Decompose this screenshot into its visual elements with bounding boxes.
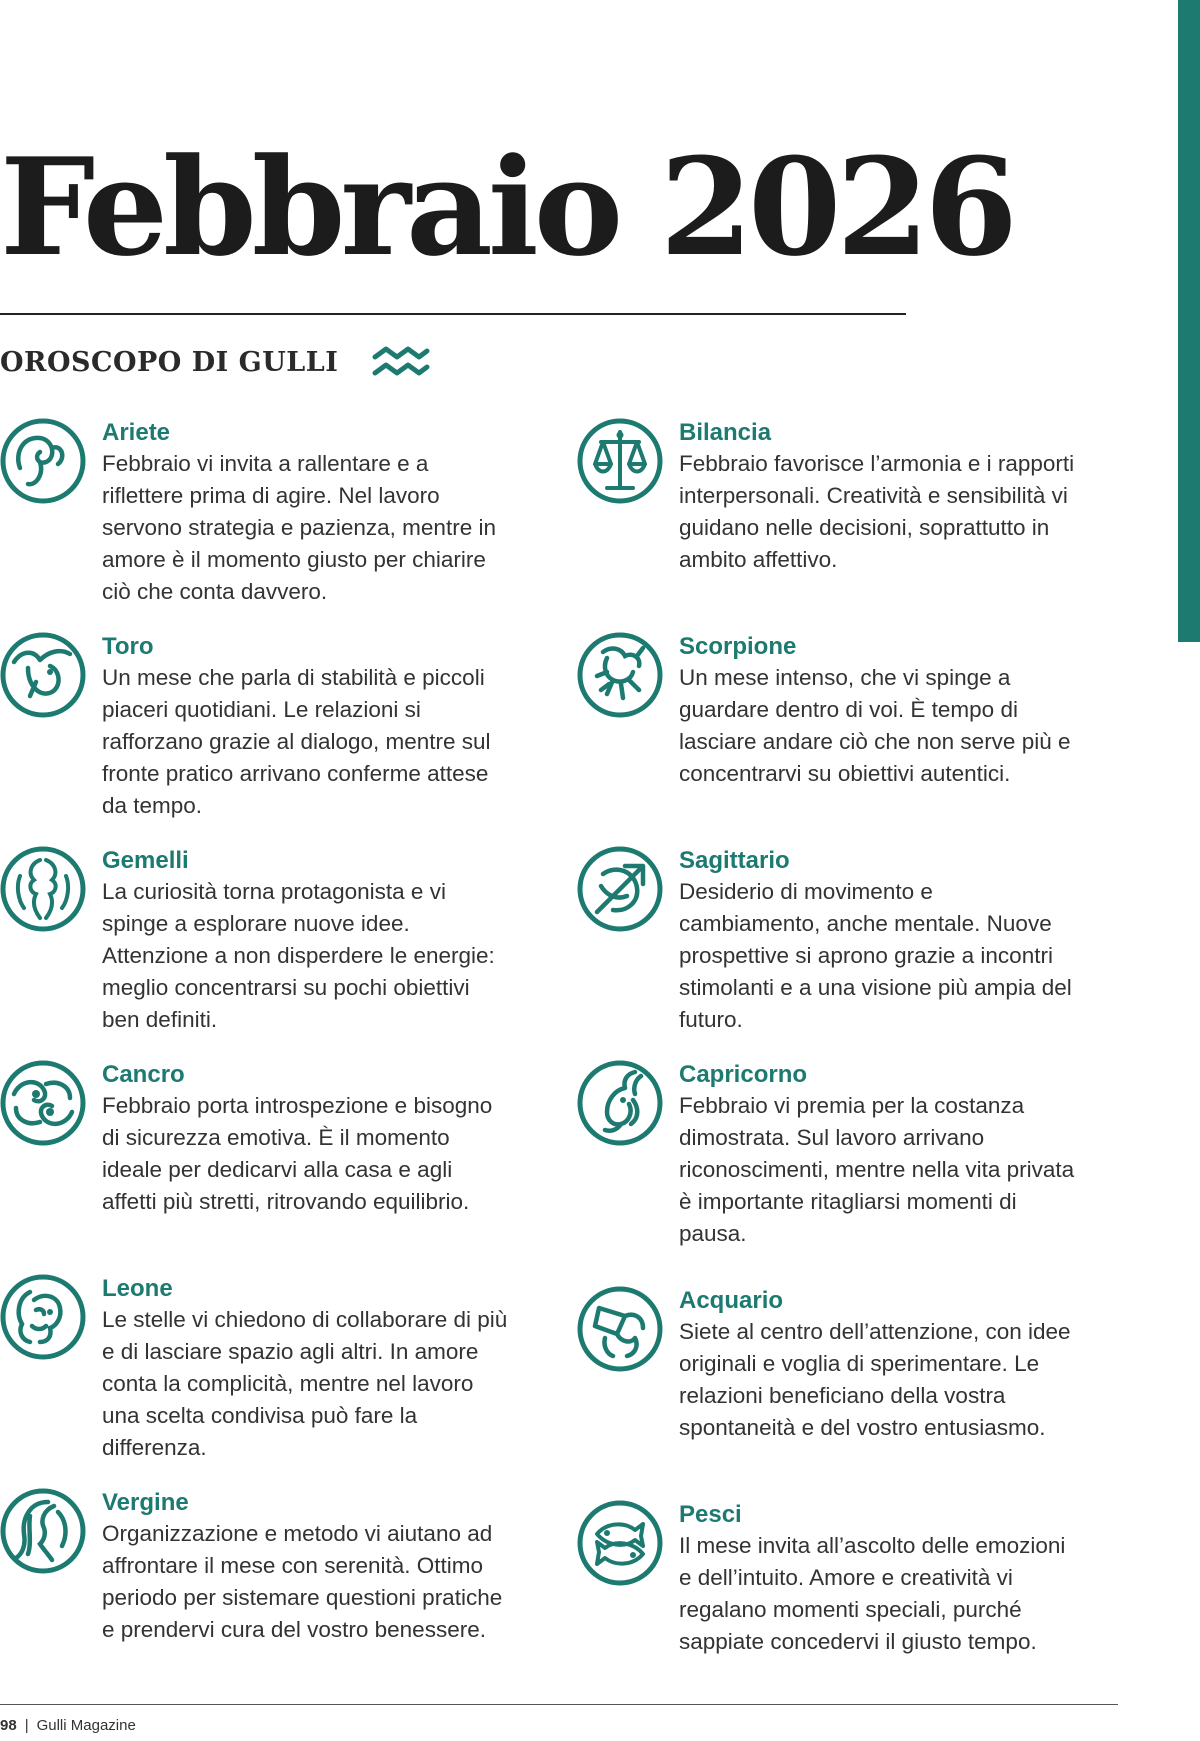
magazine-name: Gulli Magazine (36, 1717, 136, 1734)
sign-name: Ariete (102, 419, 171, 446)
sign-text: Organizzazione e metodo vi aiutano ad affrontare il mese con serenità. Ottimo periodo per sistemare questioni pratiche e prendervi cura del vostro benessere. (102, 1521, 503, 1642)
section-header (0, 342, 430, 382)
sign-vergine (0, 1488, 560, 1702)
sign-text: Un mese che parla di stabilità e piccoli piaceri quotidiani. Le relazioni si rafforzano grazie al dialogo, mentre sul fronte pratico arrivano conferme attese da tempo. (102, 665, 491, 818)
aries-icon (0, 418, 86, 504)
sign-leone (0, 1274, 560, 1488)
section-title: OROSCOPO DI GULLI (0, 346, 339, 378)
sign-ariete (0, 418, 560, 632)
aquarius-icon (577, 1286, 663, 1372)
page-footer (0, 1717, 136, 1734)
gemini-icon (0, 846, 86, 932)
sign-text: Febbraio favorisce l’armonia e i rapporti interpersonali. Creatività e sensibilità vi guidano nelle decisioni, soprattutto in ambito affettivo. (679, 451, 1075, 572)
sign-bilancia (577, 418, 1137, 632)
sign-name: Vergine (102, 1489, 189, 1516)
sign-text: Desiderio di movimento e cambiamento, anche mentale. Nuove prospettive si aprono grazie a incontri stimolanti e a una visione più ampia del futuro. (679, 879, 1072, 1032)
taurus-icon (0, 632, 86, 718)
sign-cancro (0, 1060, 560, 1274)
sagittarius-icon (577, 846, 663, 932)
sign-gemelli (0, 846, 560, 1060)
sign-text: La curiosità torna protagonista e vi spinge a esplorare nuove idee. Attenzione a non disperdere le energie: meglio concentrarsi su pochi obiettivi ben definiti. (102, 879, 495, 1032)
page-number: 98 (0, 1717, 17, 1734)
signs-column-left (0, 418, 560, 1702)
sign-name: Toro (102, 633, 154, 660)
sign-name: Pesci (679, 1501, 742, 1528)
sign-scorpione (577, 632, 1137, 846)
leo-icon (0, 1274, 86, 1360)
side-accent-bar (1178, 0, 1200, 642)
sign-text: Un mese intenso, che vi spinge a guardare dentro di voi. È tempo di lasciare andare ciò che non serve più e concentrarvi su obiettivi autentici. (679, 665, 1071, 786)
scorpio-icon (577, 632, 663, 718)
cancer-icon (0, 1060, 86, 1146)
sign-name: Capricorno (679, 1061, 808, 1088)
sign-sagittario (577, 846, 1137, 1060)
sign-name: Leone (102, 1275, 173, 1302)
footer-divider (0, 1704, 1118, 1705)
sign-acquario (577, 1286, 1137, 1500)
sign-text: Febbraio porta introspezione e bisogno di sicurezza emotiva. È il momento ideale per dedicarvi alla casa e agli affetti più stretti, ritrovando equilibrio. (102, 1093, 493, 1214)
libra-icon (577, 418, 663, 504)
sign-name: Gemelli (102, 847, 189, 874)
virgo-icon (0, 1488, 86, 1574)
signs-column-right (577, 418, 1137, 1714)
aquarius-symbol-icon (372, 344, 430, 380)
pisces-icon (577, 1500, 663, 1586)
sign-name: Bilancia (679, 419, 772, 446)
page-title: Febbraio 2026 (0, 128, 1013, 286)
footer-separator: | (24, 1717, 29, 1734)
sign-text: Le stelle vi chiedono di collaborare di più e di lasciare spazio agli altri. In amore conta la complicità, mentre nel lavoro una scelta condivisa può fare la differenza. (102, 1307, 508, 1460)
sign-text: Siete al centro dell’attenzione, con idee originali e voglia di sperimentare. Le relazioni beneficiano della vostra spontaneità e del vostro entusiasmo. (679, 1319, 1071, 1440)
sign-toro (0, 632, 560, 846)
sign-text: Febbraio vi invita a rallentare e a riflettere prima di agire. Nel lavoro servono strategia e pazienza, mentre in amore è il momento giusto per chiarire ciò che conta davvero. (102, 451, 496, 604)
title-divider (0, 313, 906, 315)
sign-name: Scorpione (679, 633, 797, 660)
capricorn-icon (577, 1060, 663, 1146)
sign-text: Il mese invita all’ascolto delle emozioni e dell’intuito. Amore e creatività vi regalano momenti speciali, purché sappiate concedervi il giusto tempo. (679, 1533, 1066, 1654)
sign-capricorno (577, 1060, 1137, 1286)
sign-name: Acquario (679, 1287, 784, 1314)
sign-name: Cancro (102, 1061, 185, 1088)
sign-text: Febbraio vi premia per la costanza dimostrata. Sul lavoro arrivano riconoscimenti, mentre nella vita privata è importante ritagliarsi momenti di pausa. (679, 1093, 1075, 1246)
sign-pesci (577, 1500, 1137, 1714)
sign-name: Sagittario (679, 847, 790, 874)
